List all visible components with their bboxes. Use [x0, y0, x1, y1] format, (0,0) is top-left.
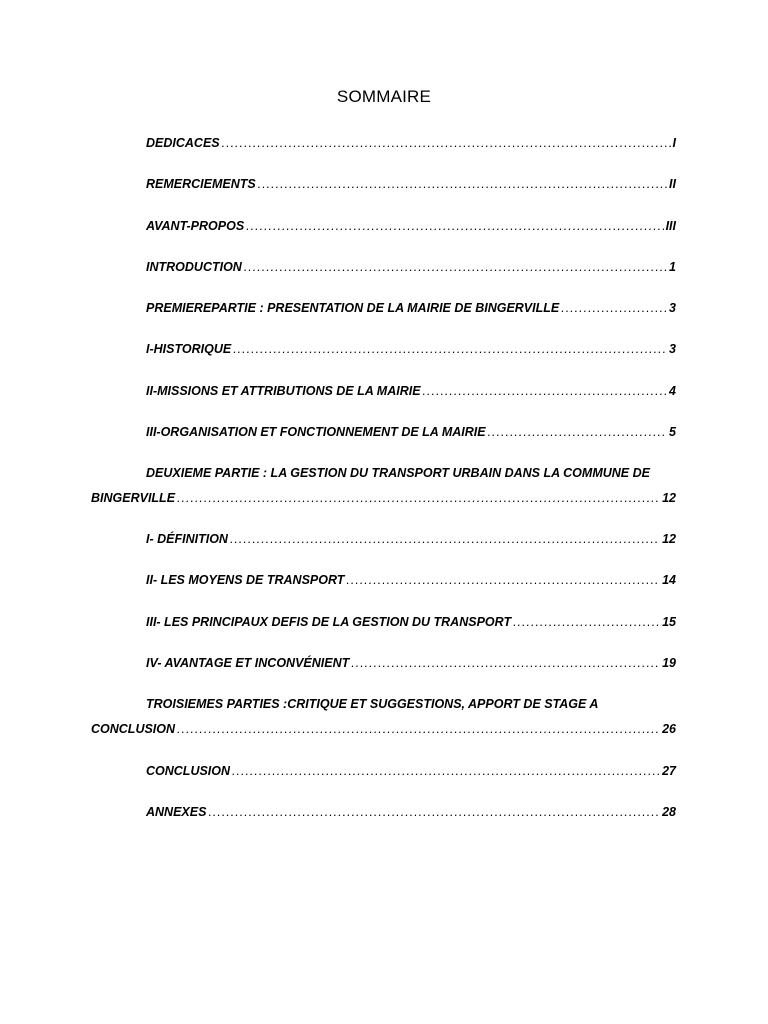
dot-leader [488, 424, 667, 440]
dot-leader [561, 300, 667, 316]
toc-entry-deuxieme-partie[interactable] [91, 490, 676, 506]
toc-entry-historique[interactable] [146, 341, 676, 357]
toc-entry-label: DEDICACES [146, 136, 220, 150]
toc-entry-page: III [665, 219, 676, 233]
toc-entry-troisieme-partie[interactable] [91, 721, 676, 737]
dot-leader [208, 804, 660, 820]
page-title: SOMMAIRE [336, 87, 432, 106]
dot-leader [351, 655, 660, 671]
toc-entry-page: 28 [662, 805, 676, 819]
toc-entry-page: 19 [662, 656, 676, 670]
toc-entry-label: III-ORGANISATION ET FONCTIONNEMENT DE LA MAIRIE [146, 425, 486, 439]
toc-entry-definition[interactable] [146, 531, 676, 547]
toc-entry-label: INTRODUCTION [146, 260, 242, 274]
toc-entry-label: CONCLUSION [146, 764, 231, 778]
toc-entry-label: II-MISSIONS ET ATTRIBUTIONS DE LA MAIRIE [146, 384, 421, 398]
toc-entry-page: 1 [669, 260, 676, 274]
toc-entry-page: 3 [669, 342, 676, 356]
dot-leader [423, 383, 668, 399]
dot-leader [233, 341, 667, 357]
dot-leader [346, 572, 660, 588]
dot-leader [232, 763, 660, 779]
dot-leader [258, 176, 667, 192]
dot-leader [513, 614, 660, 630]
toc-entry-premiere-partie[interactable] [146, 300, 676, 316]
toc-entry-avant-propos[interactable] [146, 218, 676, 234]
dot-leader [246, 218, 663, 234]
toc-entry-dedicaces[interactable] [146, 135, 676, 151]
toc-entry-label: II- LES MOYENS DE TRANSPORT [146, 573, 345, 587]
toc-entry-page: 12 [662, 532, 676, 546]
dot-leader [222, 135, 671, 151]
toc-entry-page: 15 [662, 615, 676, 629]
toc-entry-annexes[interactable] [146, 804, 676, 820]
dot-leader [244, 259, 667, 275]
toc-entry-page: 27 [662, 764, 676, 778]
toc-entry-moyens-transport[interactable] [146, 572, 676, 588]
toc-entry-label: IV- AVANTAGE ET INCONVÉNIENT [146, 656, 350, 670]
toc-entry-troisieme-partie-heading[interactable]: TROISIEMES PARTIES :CRITIQUE ET SUGGESTIONS, APPORT DE STAGE A [146, 697, 599, 711]
toc-entry-defis[interactable] [146, 614, 676, 630]
toc-entry-page: I [672, 136, 676, 150]
toc-entry-deuxieme-partie-heading[interactable]: DEUXIEME PARTIE : LA GESTION DU TRANSPORT URBAIN DANS LA COMMUNE DE [146, 466, 650, 480]
toc-entry-page: 14 [662, 573, 676, 587]
toc-entry-page: 12 [662, 491, 676, 505]
toc-entry-missions[interactable] [146, 383, 676, 399]
toc-entry-label: REMERCIEMENTS [146, 177, 256, 191]
toc-entry-page: 3 [669, 301, 676, 315]
dot-leader [177, 490, 660, 506]
toc-entry-organisation[interactable] [146, 424, 676, 440]
toc-entry-label: PREMIEREPARTIE : PRESENTATION DE LA MAIRIE DE BINGERVILLE [146, 301, 560, 315]
toc-entry-label: CONCLUSION [91, 722, 176, 736]
toc-entry-page: 5 [669, 425, 676, 439]
toc-entry-label: BINGERVILLE [91, 491, 176, 505]
toc-entry-avantage[interactable] [146, 655, 676, 671]
toc-entry-page: 4 [669, 384, 676, 398]
toc-entry-page: II [669, 177, 676, 191]
dot-leader [177, 721, 660, 737]
toc-entry-label: I- DÉFINITION [146, 532, 228, 546]
toc-entry-introduction[interactable] [146, 259, 676, 275]
toc-entry-page: 26 [662, 722, 676, 736]
dot-leader [230, 531, 660, 547]
toc-entry-remerciements[interactable] [146, 176, 676, 192]
toc-entry-label: ANNEXES [146, 805, 207, 819]
toc-entry-label: AVANT-PROPOS [146, 219, 245, 233]
toc-entry-label: I-HISTORIQUE [146, 342, 232, 356]
toc-entry-label: III- LES PRINCIPAUX DEFIS DE LA GESTION DU TRANSPORT [146, 615, 512, 629]
toc-entry-conclusion[interactable] [146, 763, 676, 779]
